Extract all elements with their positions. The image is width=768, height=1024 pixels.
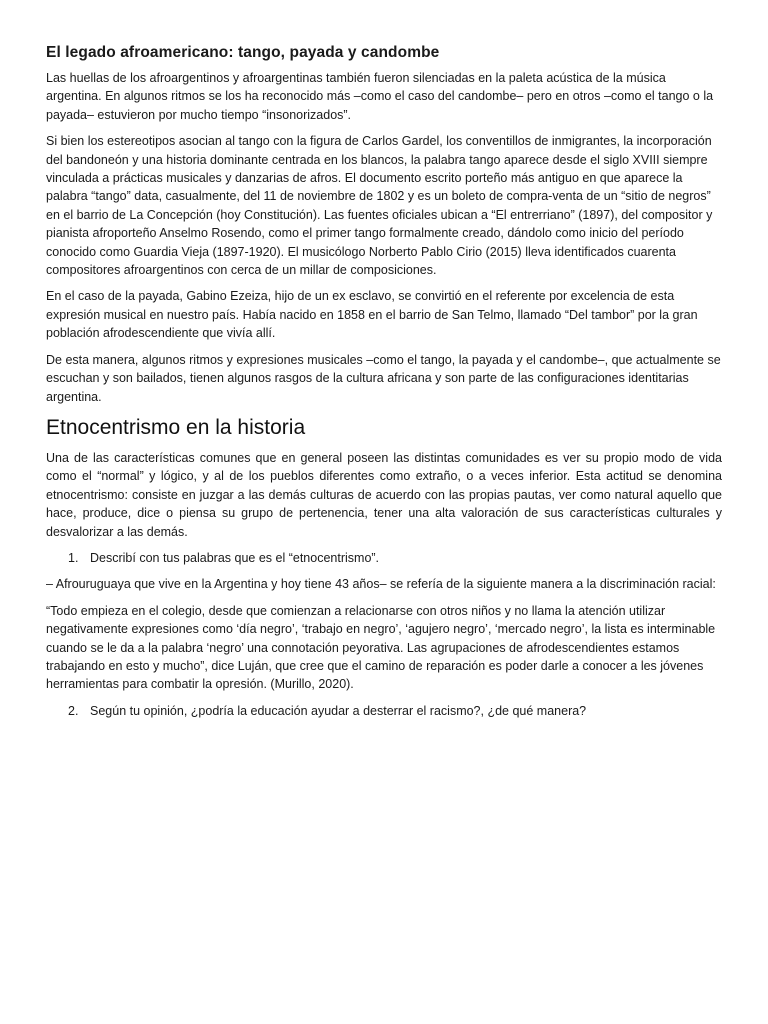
paragraph-conclusion: De esta manera, algunos ritmos y expresiones musicales –como el tango, la payada y el candombe–, que actualmente se escuchan y son bailados, tienen algunos rasgos de la cultura africana y son parte de las configuraciones identitarias argentina. <box>46 352 721 404</box>
paragraph-huellas: Las huellas de los afroargentinos y afroargentinas también fueron silenciadas en la paleta acústica de la música argentina. En algunos ritmos se los ha reconocido más –como el caso del candombe– pero en otros –como el tango o la payada– estuvieron por mucho tiempo “insonorizados”. <box>46 71 714 122</box>
question-number: 1. <box>68 550 79 565</box>
question-text: Según tu opinión, ¿podría la educación ayudar a desterrar el racismo?, ¿de qué manera? <box>90 703 587 718</box>
question-list-2 <box>46 702 722 720</box>
section-heading-legado: El legado afroamericano: tango, payada y candombe <box>46 44 440 61</box>
question-number: 2. <box>68 703 79 718</box>
question-item-1 <box>46 549 722 567</box>
question-item-2 <box>46 702 722 720</box>
section-heading-etnocentrismo: Etnocentrismo en la historia <box>46 415 306 439</box>
document-page <box>46 40 722 728</box>
paragraph-etnocentrismo-intro: Una de las características comunes que en general poseen las distintas comunidades es ver su propio modo de vida como el “normal” y lógico, y al de los pueblos diferentes como extraño, o a veces inferior. Esta actitud se denomina etnocentrismo: consiste en juzgar a las demás culturas de acuerdo con las propias pautas, ver como natural aquello que hace, produce, dice o piensa su grupo de pertenencia, tener una alta valoración de sus características culturales y desvalorizar a las demás. <box>46 450 722 539</box>
paragraph-estereotipos: Si bien los estereotipos asocian al tango con la figura de Carlos Gardel, los conventillos de inmigrantes, la incorporación del bandoneón y una historia dominante centrada en los blancos, la palabra tango aparece desde el siglo XVIII siempre vinculada a prácticas musicales y danzarias de afros. El documento escrito porteño más antiguo en que aparece la palabra “tango” data, casualmente, del 11 de noviembre de 1802 y es un boleto de compra-venta de un “sitio de negros” en el barrio de La Concepción (hoy Constitución). Las fuentes oficiales ubican a “El entrerriano” (1897), del compositor y pianista afroporteño Anselmo Rosendo, como el primer tango formalmente creado, dándolo como inicio del período conocido como Guardia Vieja (1897-1920). El musicólogo Norberto Pablo Cirio (2015) lleva identificados cuarenta compositores afroargentinos con cerca de un millar de composiciones. <box>46 134 713 278</box>
paragraph-payada: En el caso de la payada, Gabino Ezeiza, hijo de un ex esclavo, se convirtió en el referente por excelencia de esta expresión musical en nuestro país. Había nacido en 1858 en el barrio de San Telmo, llamado “Del tambor” por la gran población afrodescendiente que vivía allí. <box>46 289 698 341</box>
question-list-1 <box>46 549 722 567</box>
question-text: Describí con tus palabras que es el “etnocentrismo”. <box>90 550 380 565</box>
paragraph-context: – Afrouruguaya que vive en la Argentina y hoy tiene 43 años– se refería de la siguiente manera a la discriminación racial: <box>46 577 716 592</box>
quote-paragraph: “Todo empieza en el colegio, desde que comienzan a relacionarse con otros niños y no llama la atención utilizar negativamente expresiones como ‘día negro’, ‘trabajo en negro’, ‘agujero negro’, ‘mercado negro’, la lista es interminable cuando se le da a la palabra ‘negro’ una connotación peyorativa. Las agrupaciones de afrodescendientes estamos trabajando en esto y mucho”, dice Luján, que cree que el camino de reparación es poder darle a conocer a les jóvenes herramientas para combatir la opresión. (Murillo, 2020). <box>46 603 716 692</box>
